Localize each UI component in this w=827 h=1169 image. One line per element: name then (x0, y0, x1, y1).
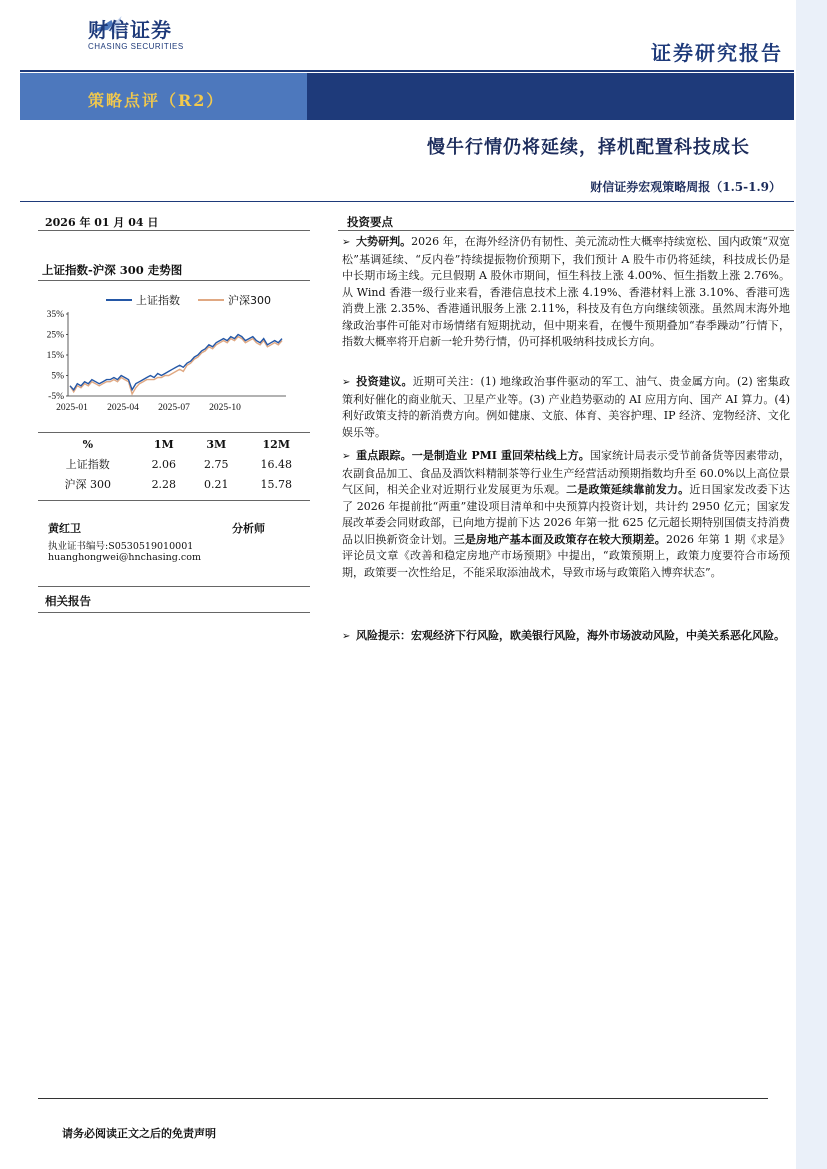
table-cell: 2.75 (204, 457, 229, 471)
report-title: 慢牛行情仍将延续，择机配置科技成长 (427, 137, 750, 158)
chart-section-title: 上证指数-沪深 300 走势图 (42, 263, 183, 277)
x-tick-label: 2025-04 (107, 403, 139, 413)
point-market-outlook (342, 234, 790, 351)
related-reports-title: 相关报告 (45, 594, 91, 608)
performance-table (38, 434, 310, 494)
chart-x-axis (56, 396, 286, 413)
report-date: 2026 年 01 月 04 日 (45, 216, 159, 229)
point-lead: 重点跟踪。 (356, 449, 412, 462)
index-trend-chart (38, 284, 310, 424)
legend-label: 上证指数 (136, 294, 180, 307)
bullet-arrow-icon: ➢ (342, 631, 351, 642)
side-decoration-bar (796, 0, 827, 1169)
footer-rule (38, 1098, 768, 1099)
brand-english-name: CHASING SECURITIES (88, 42, 184, 51)
table-header-cell: 1M (153, 437, 174, 451)
chart-legend (106, 293, 271, 307)
analyst-cert: 执业证书编号:S0530519010001 (48, 541, 194, 552)
analyst-email[interactable]: huanghongwei@hnchasing.com (48, 552, 201, 563)
table-cell: 沪深 300 (64, 478, 112, 491)
report-type-label: 证券研究报告 (651, 41, 783, 65)
divider (38, 612, 310, 613)
point-segment: 国家统计局表示受节前备货等因素带动，农副食品加工、食品及酒饮料精制茶等行业生产经营活动预期指数均升至 60.0%以上高位景气区间，相关企业对近期行业发展更为乐观。 (342, 449, 790, 496)
table-header-cell: 12M (262, 437, 290, 451)
x-tick-label: 2025-10 (209, 403, 241, 413)
y-tick-label: 35% (46, 310, 64, 320)
table-cell: 0.21 (204, 477, 229, 491)
chart-y-axis (47, 310, 68, 402)
bullet-arrow-icon: ➢ (342, 451, 351, 462)
table-cell: 15.78 (260, 477, 292, 491)
subtitle-rule (20, 201, 794, 202)
report-subtitle: 财信证券宏观策略周报（1.5-1.9） (590, 180, 781, 194)
point-segment: 二是政策延续靠前发力。 (566, 483, 690, 496)
point-key-tracking (342, 448, 790, 581)
point-segment: 一是制造业 PMI 重回荣枯线上方。 (411, 449, 590, 462)
point-investment-advice (342, 374, 790, 441)
header-rule (20, 70, 794, 72)
bullet-arrow-icon: ➢ (342, 377, 351, 388)
bullet-arrow-icon: ➢ (342, 237, 351, 248)
category-label: 策略点评（R2） (88, 91, 225, 110)
disclaimer-note: 请务必阅读正文之后的免责声明 (62, 1127, 216, 1140)
table-header-cell: 3M (206, 437, 227, 451)
brand-name: 财信证券 (88, 18, 172, 42)
y-tick-label: -5% (48, 392, 64, 402)
analyst-role: 分析师 (232, 522, 265, 535)
divider (38, 586, 310, 587)
key-points-title: 投资要点 (347, 215, 393, 229)
legend-label: 沪深300 (228, 294, 271, 307)
x-tick-label: 2025-07 (158, 403, 190, 413)
point-text: 宏观经济下行风险，欧美银行风险，海外市场波动风险，中美关系恶化风险。 (411, 629, 785, 642)
point-segment: 近日国家发改委下达了 2026 年提前批“两重”建设项目清单和中央预算内投资计划，共计约 2950 亿元；国家发展改革委会同财政部，已向地方提前下达 2026 年第一批 625 亿元超长期特别国债支持消费品以旧换新资金计划。 (342, 483, 791, 546)
table-cell: 16.48 (260, 457, 292, 471)
table-header-cell: % (82, 437, 94, 451)
point-segment: 三是房地产基本面及政策存在较大预期差。 (453, 532, 666, 546)
x-tick-label: 2025-01 (56, 403, 88, 413)
table-cell: 2.06 (151, 457, 177, 471)
point-text: 2026 年，在海外经济仍有韧性、美元流动性大概率持续宽松、国内政策“双宽松”基调延续、“反内卷”持续提振物价预期下，我们预计 A 股牛市仍将延续，科技成长仍是中长期市场主线。元旦假期 A 股休市期间，恒生科技上涨 4.00%、恒生指数上涨 2.76%。从 Wind 香港一级行业来看，香港信息技术上涨 4.19%、香港材料上涨 3.10%、香港可选消费上涨 2.35%、香港通讯服务上涨 2.11%，科技及有色方向继续领涨。虽然周末海外地缘政治事件可能对市场情绪有短期扰动，但中期来看，在慢牛预期叠加“春季躁动”行情下，指数大概率将开启新一轮升势行情，仍可择机吸纳科技成长方向。 (342, 235, 790, 348)
divider (38, 280, 310, 281)
table-row (38, 474, 310, 494)
chart-series (70, 335, 282, 395)
divider (38, 432, 310, 433)
point-segment: 2026 年第 1 期《求是》评论员文章《改善和稳定房地产市场预期》中提出，“政策预期上，政策力度要符合市场预期，政策要一次性给足，不能采取添油战术，导致市场与政策陷入博弈状态”。 (342, 532, 791, 579)
point-lead: 风险提示： (356, 629, 411, 642)
divider (38, 230, 310, 231)
point-text: 近期可关注：(1) 地缘政治事件驱动的军工、油气、贵金属方向。(2) 密集政策利好催化的商业航天、卫星产业等。(3) 产业趋势驱动的 AI 应用方向、国产 AI 算力。(4) 利好政策支持的新消费方向。例如健康、文旅、体育、美容护理、IP 经济、宠物经济、文化娱乐等。 (342, 375, 791, 439)
series-line (70, 337, 282, 394)
analyst-name: 黄红卫 (48, 522, 81, 535)
y-tick-label: 15% (46, 351, 64, 361)
y-tick-label: 25% (46, 330, 64, 341)
table-row (38, 454, 310, 474)
point-lead: 投资建议。 (356, 375, 413, 388)
y-tick-label: 5% (51, 371, 64, 382)
table-cell: 上证指数 (65, 458, 110, 471)
divider (38, 500, 310, 501)
point-risk-warning (342, 628, 790, 646)
point-lead: 大势研判。 (356, 235, 412, 248)
series-line (70, 335, 282, 390)
divider (338, 230, 794, 231)
table-header-row (38, 434, 310, 454)
table-cell: 2.28 (151, 477, 177, 491)
